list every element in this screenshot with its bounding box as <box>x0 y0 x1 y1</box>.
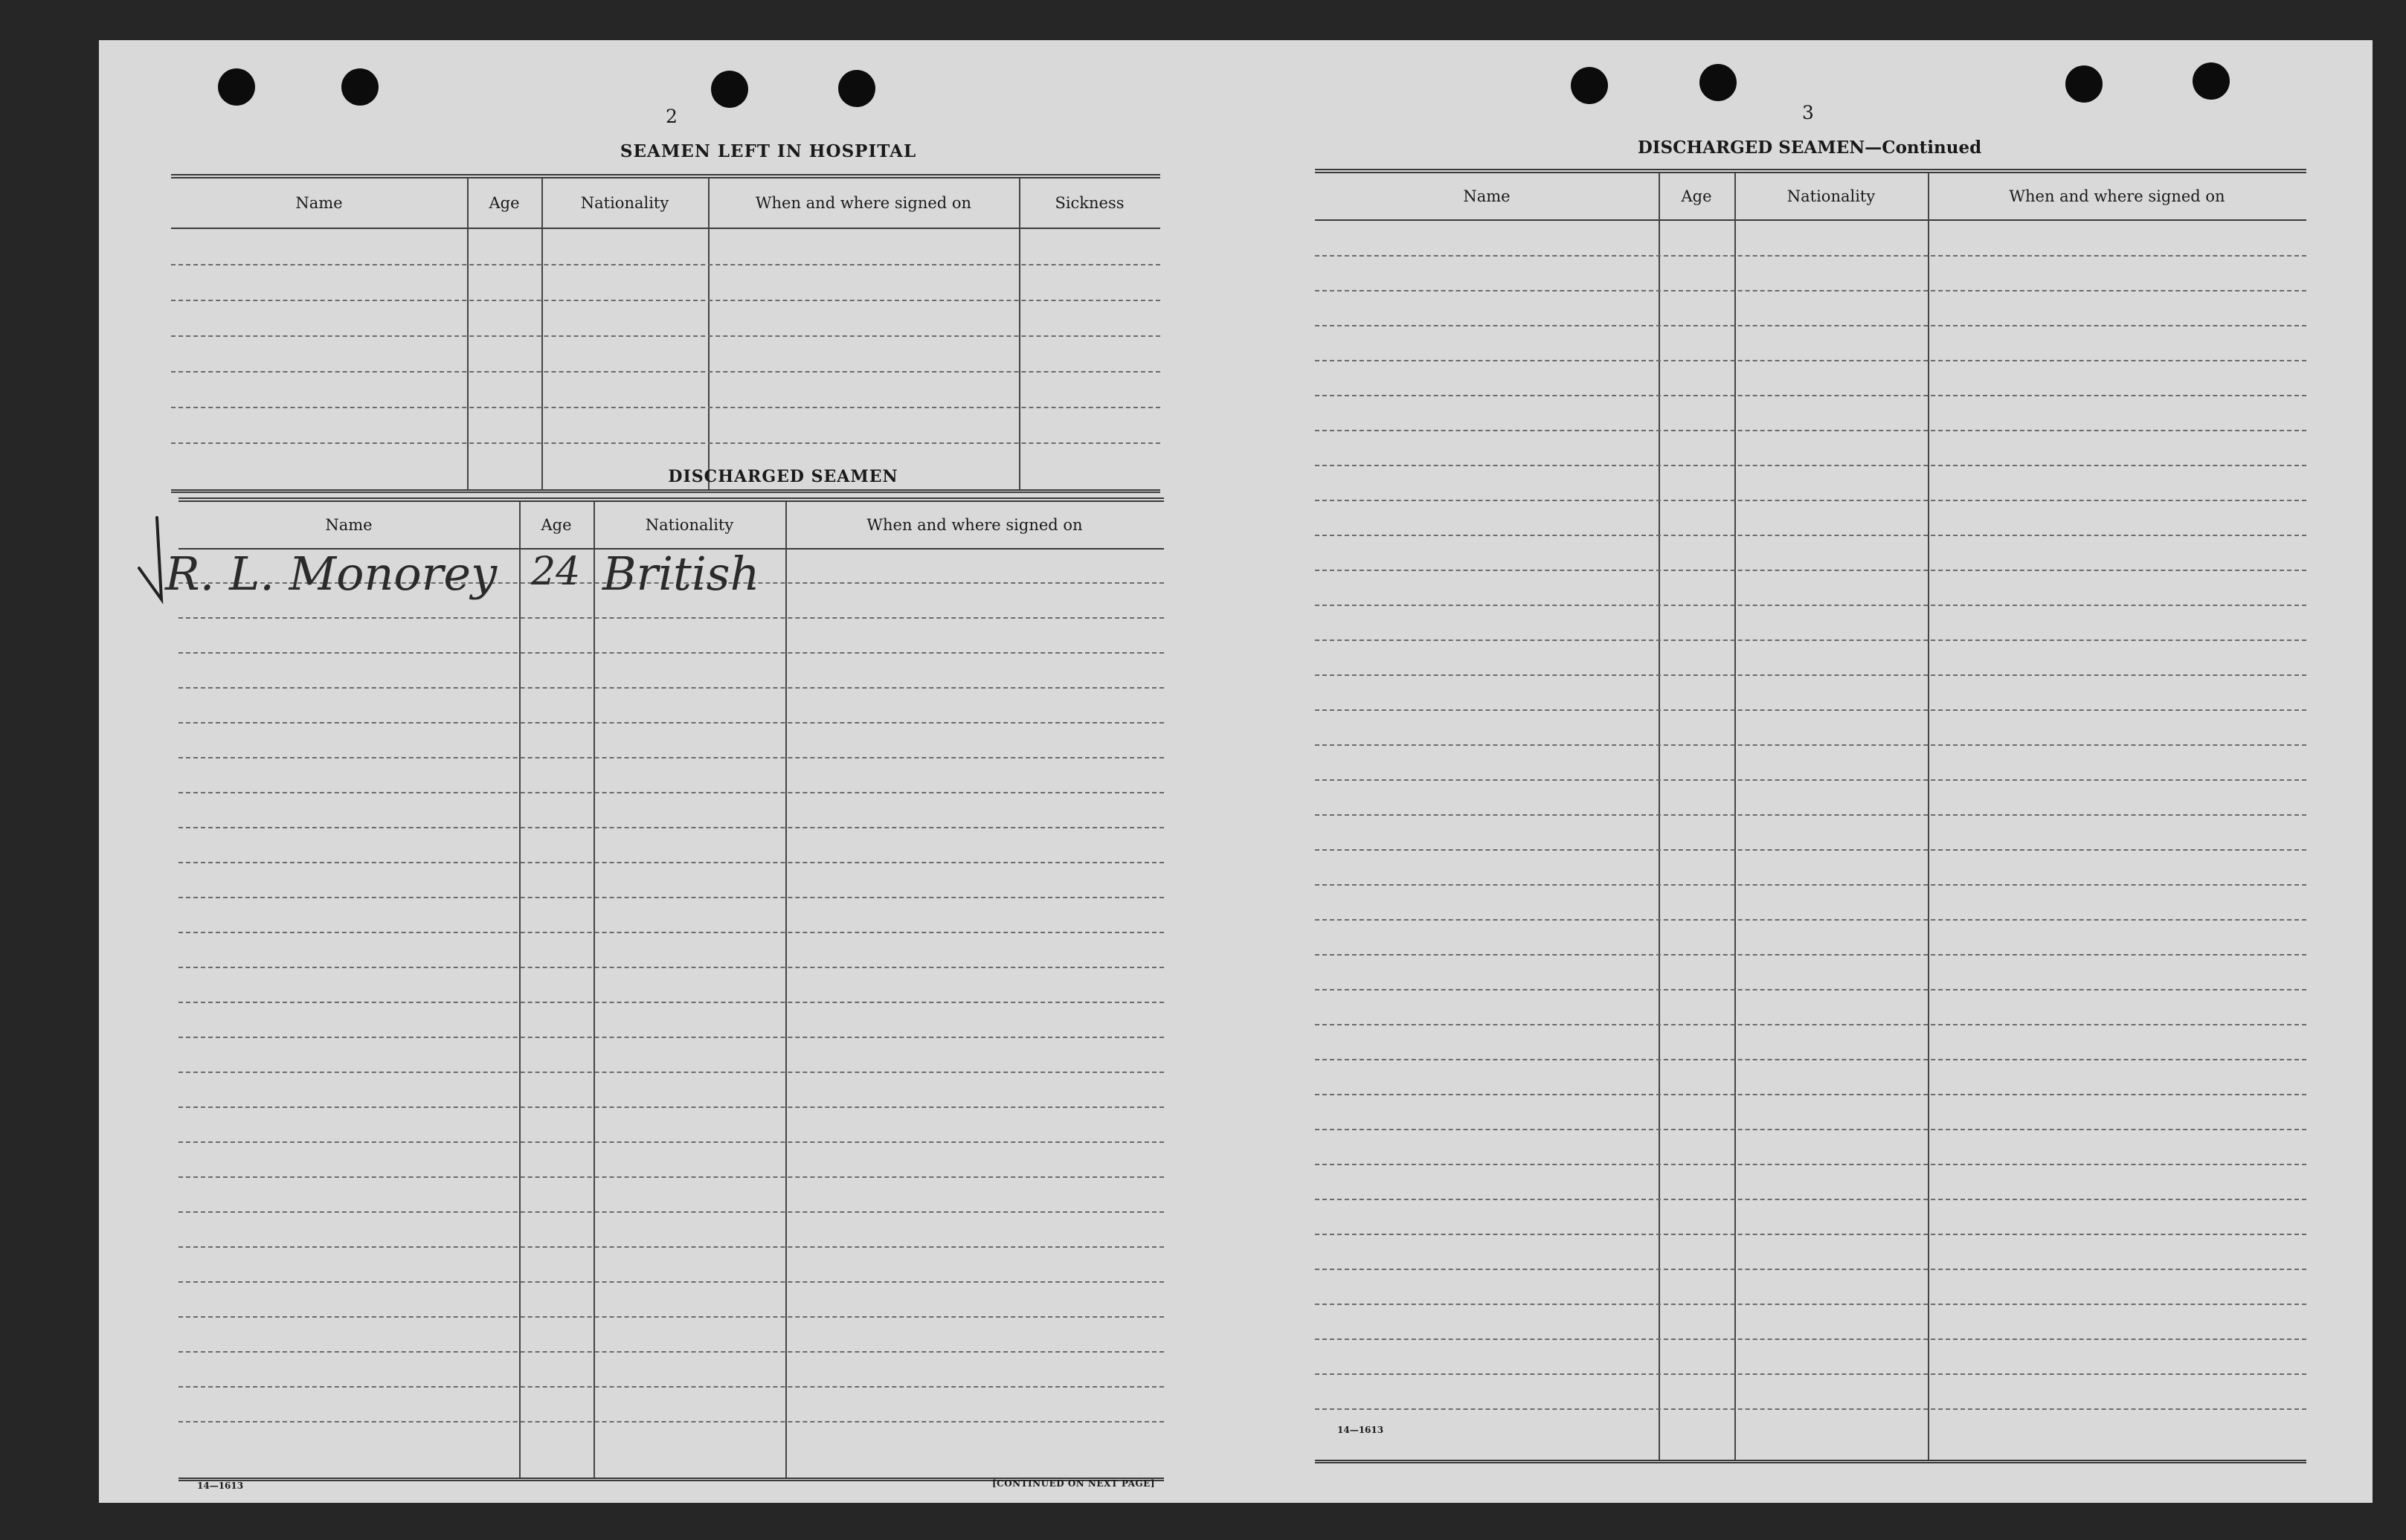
form-code-left: 14—1613 <box>197 1481 244 1491</box>
handwritten-name: R. L. Monorey <box>165 547 498 601</box>
discharged-table-header <box>178 502 1164 550</box>
page-number-right: 3 <box>1802 102 1814 123</box>
document-sheet <box>99 40 2373 1503</box>
punch-hole <box>2193 62 2230 100</box>
hospital-col-nationality: Nationality <box>580 194 669 212</box>
discharged-continued-table <box>1315 169 2306 1463</box>
continued-note: [CONTINUED ON NEXT PAGE] <box>991 1478 1155 1489</box>
continued-table-header <box>1315 173 2306 221</box>
hospital-col-name: Name <box>295 194 343 212</box>
punch-hole <box>711 71 748 108</box>
continued-col-age: Age <box>1681 187 1712 205</box>
discharged-col-nationality: Nationality <box>645 516 734 534</box>
punch-hole <box>1699 64 1737 101</box>
hospital-table-header <box>171 178 1160 229</box>
discharged-col-name: Name <box>325 516 373 534</box>
punch-hole <box>218 68 255 106</box>
hospital-col-age: Age <box>489 194 520 212</box>
punch-hole <box>838 70 875 107</box>
continued-section-title: DISCHARGED SEAMEN—Continued <box>1637 138 1982 158</box>
hospital-section-title: SEAMEN LEFT IN HOSPITAL <box>620 141 917 161</box>
hospital-table <box>171 174 1160 493</box>
page-number-left: 2 <box>666 106 678 127</box>
discharged-col-signed-on: When and where signed on <box>866 516 1083 534</box>
form-code-right: 14—1613 <box>1337 1425 1384 1435</box>
punch-hole <box>2065 65 2103 103</box>
hospital-col-sickness: Sickness <box>1055 194 1125 212</box>
continued-col-name: Name <box>1463 187 1511 205</box>
check-mark-icon <box>129 516 173 605</box>
discharged-col-age: Age <box>541 516 572 534</box>
punch-hole <box>341 68 379 106</box>
continued-col-signed-on: When and where signed on <box>2009 187 2225 205</box>
handwritten-nationality: British <box>602 547 760 601</box>
discharged-section-title: DISCHARGED SEAMEN <box>668 467 898 486</box>
hospital-col-signed-on: When and where signed on <box>755 194 972 212</box>
punch-hole <box>1571 67 1608 104</box>
continued-col-nationality: Nationality <box>1786 187 1876 205</box>
discharged-table <box>165 497 1164 1481</box>
handwritten-age: 24 <box>531 550 581 594</box>
